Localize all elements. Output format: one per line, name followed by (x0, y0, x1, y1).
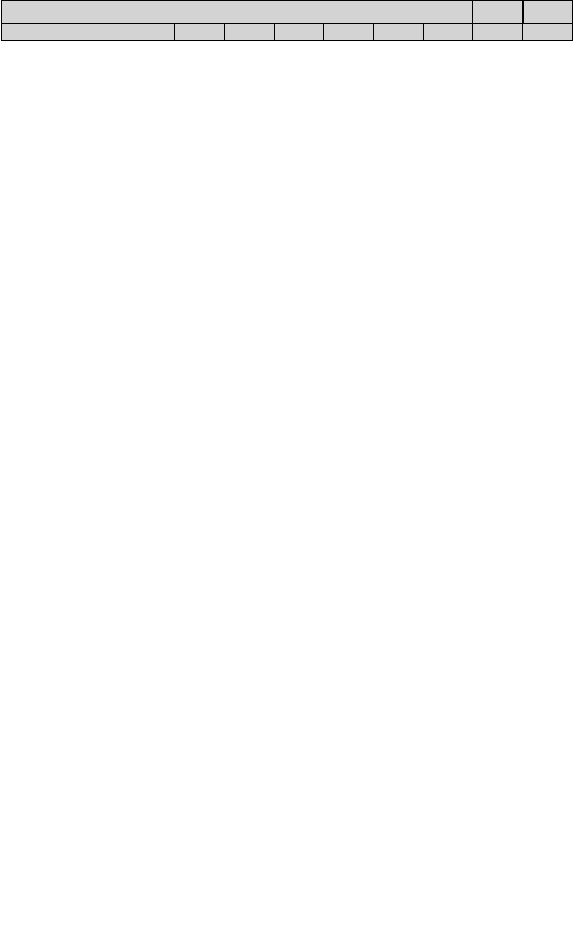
header-cell (473, 24, 523, 41)
section-title-row (2, 1, 573, 24)
header-cell (2, 24, 175, 41)
column-header (225, 24, 275, 41)
column-header (175, 24, 225, 41)
column-header (374, 24, 424, 41)
header-cell (523, 24, 573, 41)
landesdamenpokal-section (2, 1, 573, 41)
header-cell (473, 1, 523, 24)
spreadsheet (1, 0, 573, 41)
header-cell (523, 1, 573, 24)
column-header (275, 24, 324, 41)
column-header-row (2, 24, 573, 41)
column-header (424, 24, 473, 41)
results-table (1, 0, 573, 41)
section-title (2, 1, 473, 24)
column-header (324, 24, 374, 41)
